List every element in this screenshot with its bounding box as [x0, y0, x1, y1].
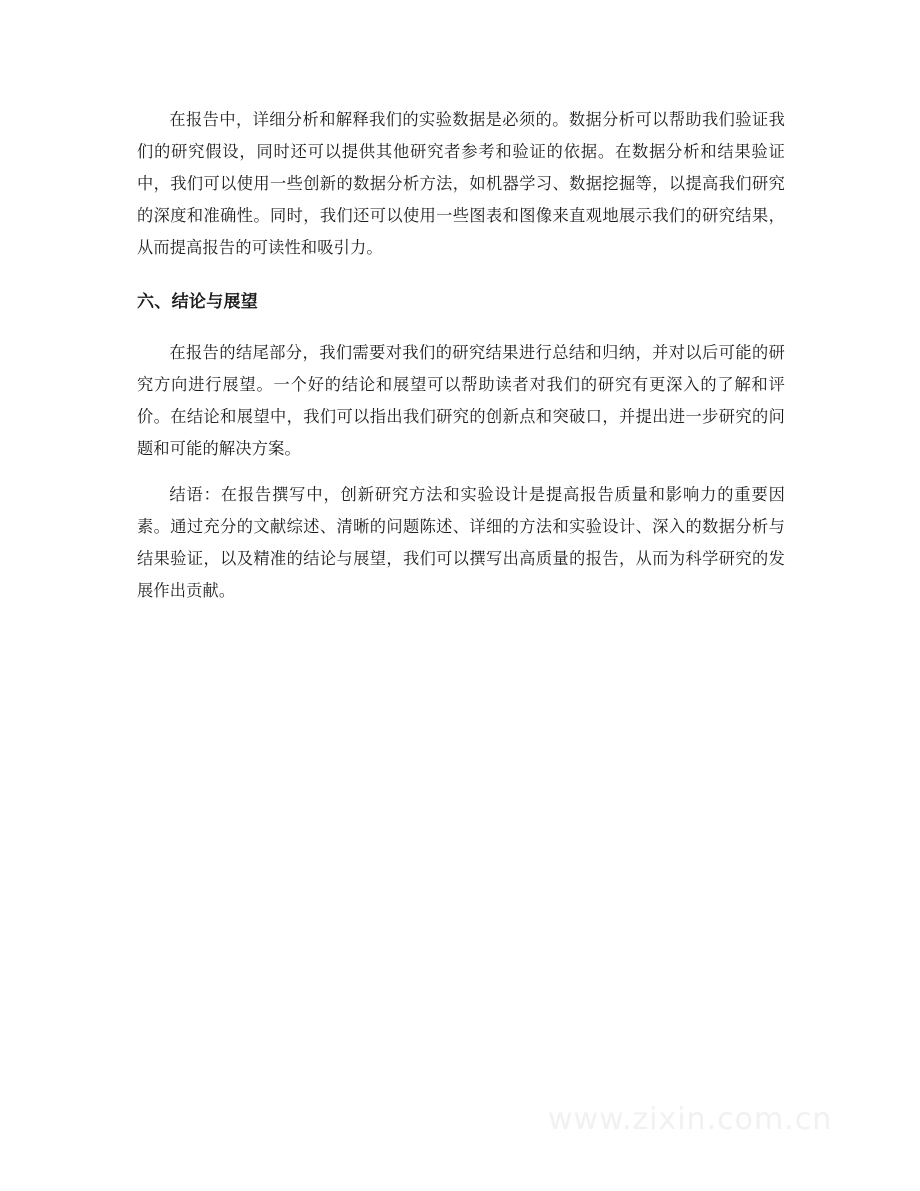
section-heading-conclusion: 六、结论与展望: [137, 292, 259, 312]
watermark-text: www.zixin.com.cn: [548, 1102, 833, 1137]
paragraph-data-analysis: 在报告中，详细分析和解释我们的实验数据是必须的。数据分析可以帮助我们验证我们的研究假设，同时还可以提供其他研究者参考和验证的依据。在数据分析和结果验证中，我们可以使用一些创新的数据分析方法，如机器学习、数据挖掘等，以提高我们研究的深度和准确性。同时，我们还可以使用一些图表和图像来直观地展示我们的研究结果，从而提高报告的可读性和吸引力。: [137, 110, 785, 257]
paragraph-closing-remarks: 结语：在报告撰写中，创新研究方法和实验设计是提高报告质量和影响力的重要因素。通过充分的文献综述、清晰的问题陈述、详细的方法和实验设计、深入的数据分析与结果验证，以及精准的结论与展望，我们可以撰写出高质量的报告，从而为科学研究的发展作出贡献。: [137, 485, 785, 600]
paragraph-conclusion: 在报告的结尾部分，我们需要对我们的研究结果进行总结和归纳，并对以后可能的研究方向进行展望。一个好的结论和展望可以帮助读者对我们的研究有更深入的了解和评价。在结论和展望中，我们可以指出我们研究的创新点和突破口，并提出进一步研究的问题和可能的解决方案。: [137, 343, 785, 458]
document-body: [137, 104, 785, 607]
